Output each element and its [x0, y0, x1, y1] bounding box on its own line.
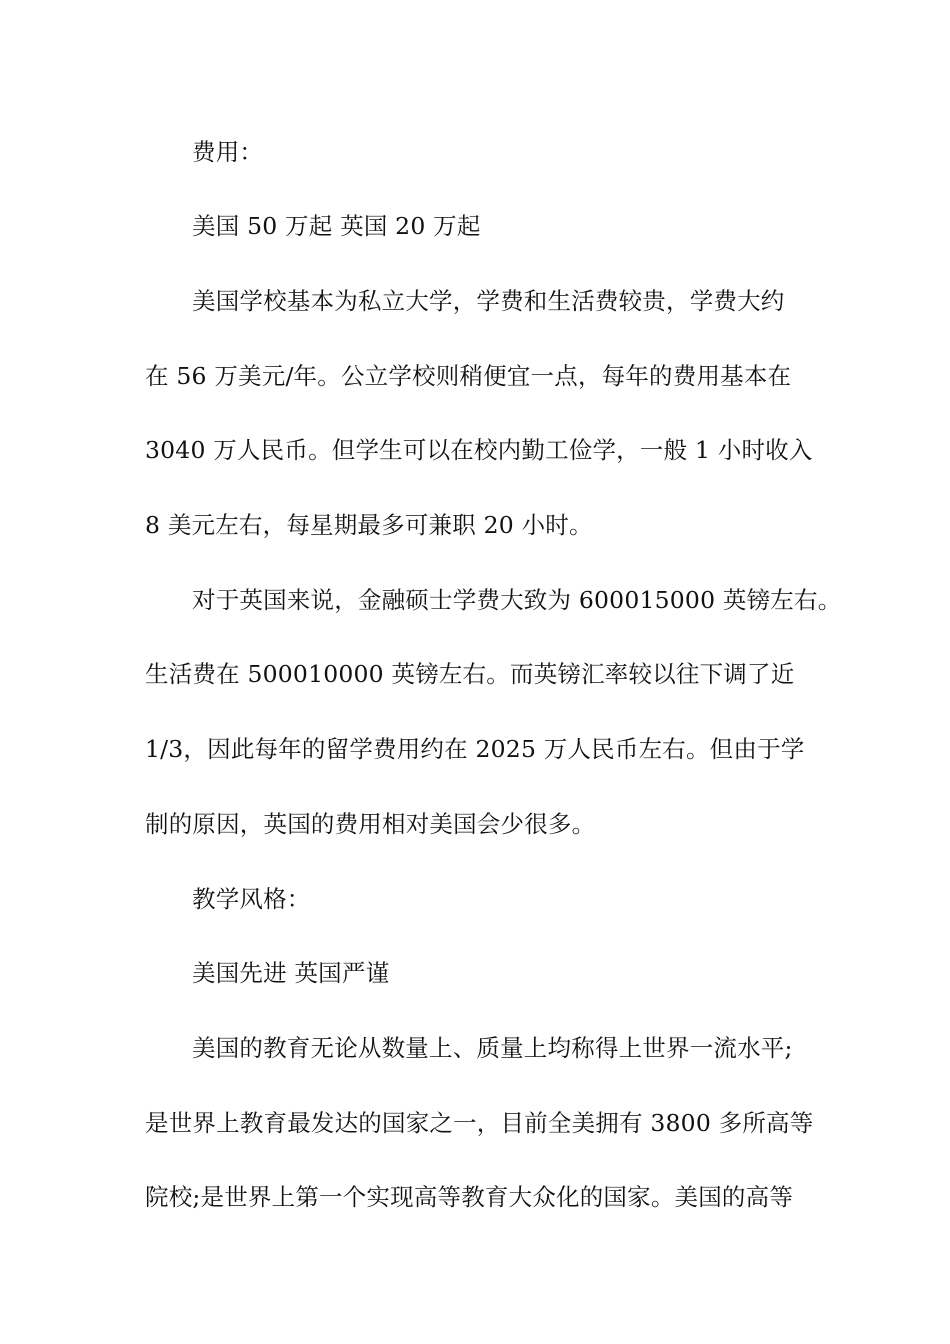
paragraph-line: 院校;是世界上第一个实现高等教育大众化的国家。美国的高等 [145, 1183, 794, 1211]
cost-summary: 美国 50 万起 英国 20 万起 [192, 212, 481, 240]
paragraph-line: 1/3，因此每年的留学费用约在 2025 万人民币左右。但由于学 [145, 735, 805, 763]
paragraph-line: 8 美元左右，每星期最多可兼职 20 小时。 [145, 511, 593, 539]
paragraph-line: 在 56 万美元/年。公立学校则稍便宜一点，每年的费用基本在 [145, 362, 792, 390]
teaching-style-summary: 美国先进 英国严谨 [192, 959, 390, 987]
paragraph-line: 3040 万人民币。但学生可以在校内勤工俭学，一般 1 小时收入 [145, 436, 813, 464]
paragraph-line: 美国的教育无论从数量上、质量上均称得上世界一流水平; [192, 1034, 793, 1062]
paragraph-line: 制的原因，英国的费用相对美国会少很多。 [145, 810, 596, 838]
paragraph-line: 生活费在 500010000 英镑左右。而英镑汇率较以往下调了近 [145, 660, 795, 688]
heading-cost: 费用： [192, 138, 264, 166]
heading-teaching-style: 教学风格： [192, 885, 311, 913]
paragraph-line: 是世界上教育最发达的国家之一，目前全美拥有 3800 多所高等 [145, 1109, 814, 1137]
paragraph-line: 对于英国来说，金融硕士学费大致为 600015000 英镑左右。 [192, 586, 842, 614]
paragraph-line: 美国学校基本为私立大学，学费和生活费较贵，学费大约 [192, 287, 785, 315]
